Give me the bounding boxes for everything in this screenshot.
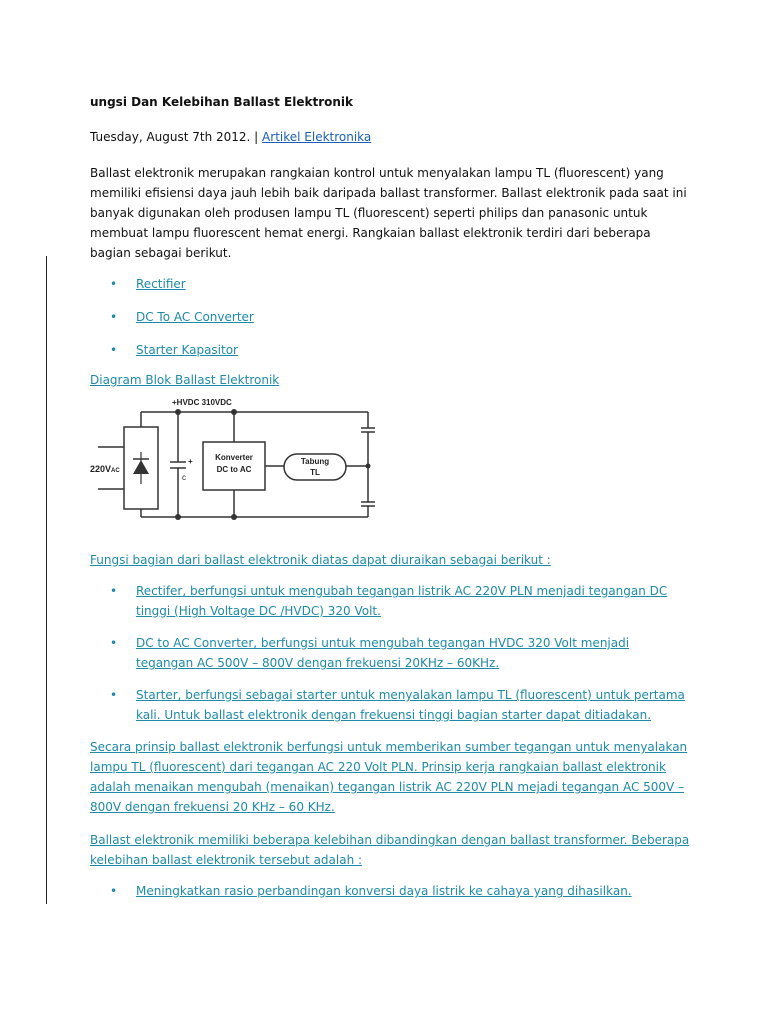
tube-label-line1: Tabung: [300, 457, 330, 466]
list-item[interactable]: [90, 274, 690, 294]
post-date: Tuesday, August 7th 2012. |: [90, 130, 263, 144]
junction-dot: [175, 514, 181, 520]
list-item[interactable]: [90, 340, 690, 360]
intro-paragraph: Ballast elektronik merupakan rangkaian kontrol untuk menyalakan lampu TL (fluorescent) yang memiliki efisiensi daya jauh lebih baik daripada ballast transformer. Ballast elektronik pada saat ini banyak digunakan oleh produsen lampu TL (fluorescent) seperti philips dan panasonic untuk membuat lampu fluorescent hemat energi. Rangkaian ballast elektronik terdiri dari beberapa bagian sebagai berikut.: [90, 166, 687, 260]
part-link-converter[interactable]: DC To AC Converter: [136, 310, 254, 324]
article-dateline: [90, 127, 690, 147]
tube-label-line2: TL: [310, 468, 320, 477]
bullet-icon: •: [110, 343, 118, 357]
bullet-icon: •: [110, 584, 118, 598]
list-item[interactable]: [90, 881, 690, 901]
hvdc-label: +HVDC 310VDC: [172, 398, 232, 407]
function-rectifier: Rectifer, berfungsi untuk mengubah tegangan listrik AC 220V PLN menjadi tegangan DC tinggi (High Voltage DC /HVDC) 320 Volt.: [136, 584, 668, 618]
function-starter: Starter, berfungsi sebagai starter untuk menyalakan lampu TL (fluorescent) untuk pertama kali. Untuk ballast elektronik dengan frekuensi tinggi bagian starter dapat ditiadakan.: [136, 688, 685, 722]
list-item[interactable]: [90, 307, 690, 327]
list-item[interactable]: [90, 581, 690, 621]
list-item[interactable]: [90, 633, 690, 673]
advantage-item: Meningkatkan rasio perbandingan konversi daya listrik ke cahaya yang dihasilkan.: [136, 884, 632, 898]
left-margin-line: [46, 256, 47, 904]
converter-label-line2: DC to AC: [216, 465, 252, 474]
ac-voltage-label: 220VAC: [90, 464, 120, 474]
bullet-icon: •: [110, 636, 118, 650]
article-title: ungsi Dan Kelebihan Ballast Elektronik: [90, 95, 354, 109]
junction-dot: [175, 409, 181, 415]
block-diagram: [90, 394, 380, 524]
diagram-heading[interactable]: Diagram Blok Ballast Elektronik: [90, 373, 280, 387]
junction-dot: [231, 409, 237, 415]
advantages-heading[interactable]: Ballast elektronik memiliki beberapa kelebihan dibandingkan dengan ballast transformer. Beberapa kelebihan ballast elektronik tersebut adalah :: [90, 833, 690, 867]
function-converter: DC to AC Converter, berfungsi untuk mengubah tegangan HVDC 320 Volt menjadi tegangan AC 500V – 800V dengan frekuensi 20KHz – 60KHz.: [136, 636, 630, 670]
diode-icon: [133, 452, 149, 484]
principle-paragraph[interactable]: Secara prinsip ballast elektronik berfungsi untuk memberikan sumber tegangan untuk menyalakan lampu TL (fluorescent) dari tegangan AC 220 Volt PLN. Prinsip kerja rangkaian ballast elektronik adalah menaikan mengubah (menaikan) tegangan listrik AC 220V PLN mejadi tegangan AC 500V – 800V dengan frekuensi 20 KHz – 60 KHz.: [90, 740, 688, 814]
parts-list: [90, 274, 690, 360]
part-link-starter[interactable]: Starter Kapasitor: [136, 343, 238, 357]
functions-list: [90, 581, 690, 725]
advantages-list: [90, 881, 690, 901]
part-link-rectifier[interactable]: Rectifier: [136, 277, 186, 291]
cap-plus-label: +: [188, 457, 193, 466]
junction-dot: [366, 464, 371, 469]
article-body: [90, 92, 690, 901]
converter-label-line1: Konverter: [215, 453, 253, 462]
bullet-icon: •: [110, 688, 118, 702]
list-item[interactable]: [90, 685, 690, 725]
category-link[interactable]: Artikel Elektronika: [262, 130, 372, 144]
bullet-icon: •: [110, 277, 118, 291]
bullet-icon: •: [110, 884, 118, 898]
functions-heading[interactable]: Fungsi bagian dari ballast elektronik diatas dapat diuraikan sebagai berikut :: [90, 553, 551, 567]
cap-label: c: [182, 473, 186, 482]
bullet-icon: •: [110, 310, 118, 324]
junction-dot: [231, 514, 237, 520]
